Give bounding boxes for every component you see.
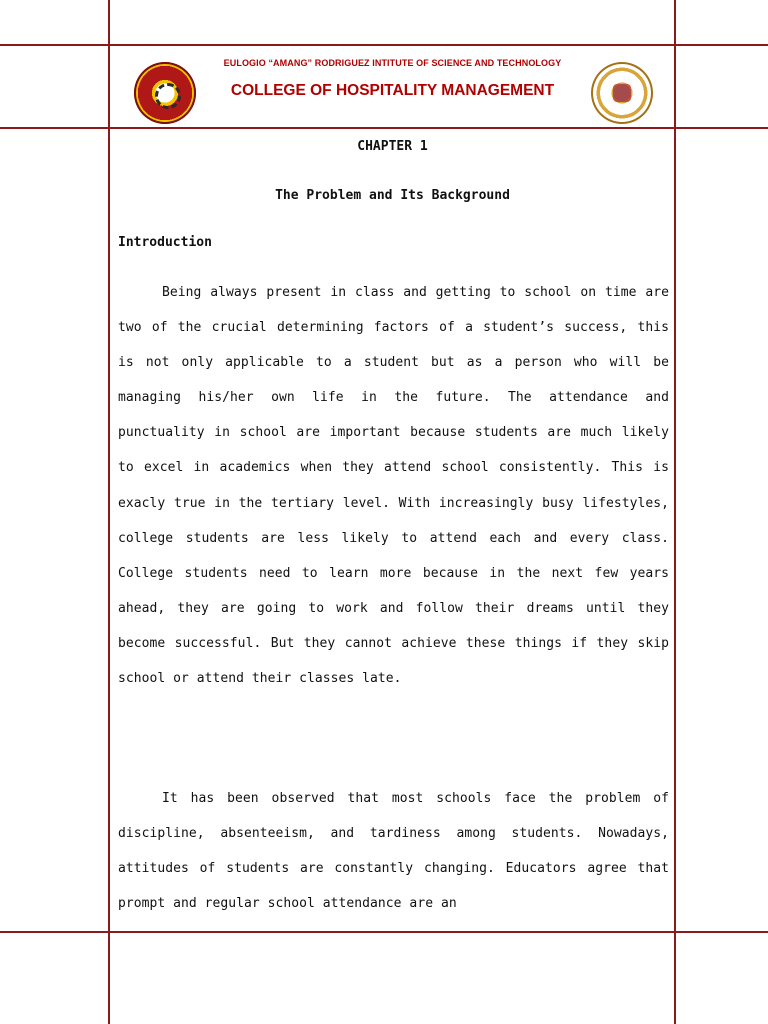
- paragraph: Being always present in class and getting to school on time are two of the crucial determining factors of a student’s success, this is not only applicable to a student but as a person who will be managing his/her own life in the future. The attendance and punctuality in school are important because students are much likely to excel in academics when they attend school consistently. This is exacly true in the tertiary level. With increasingly busy lifestyles, college students are less likely to attend each and every class. College students need to learn more because in the next few years ahead, they are going to work and follow their dreams until they become successful. But they cannot achieve these things if they skip school or attend their classes late.: [118, 285, 669, 687]
- institution-seal-icon: [134, 62, 196, 124]
- letterhead: [110, 46, 675, 128]
- chapter-title: The Problem and Its Background: [275, 188, 510, 203]
- college-name: COLLEGE OF HOSPITALITY MANAGEMENT: [230, 82, 555, 99]
- footer-rule: [0, 931, 768, 933]
- institution-name: EULOGIO “AMANG” RODRIGUEZ INTITUTE OF SCIENCE AND TECHNOLOGY: [223, 58, 562, 68]
- section-heading: Introduction: [118, 235, 212, 250]
- paragraph: It has been observed that most schools face the problem of discipline, absenteeism, and tardiness among students. Nowadays, attitudes of students are constantly changing. Educators agree that prompt and regular school attendance are an: [118, 791, 669, 912]
- college-seal-icon: [591, 62, 653, 124]
- chapter-heading: CHAPTER 1: [357, 139, 428, 154]
